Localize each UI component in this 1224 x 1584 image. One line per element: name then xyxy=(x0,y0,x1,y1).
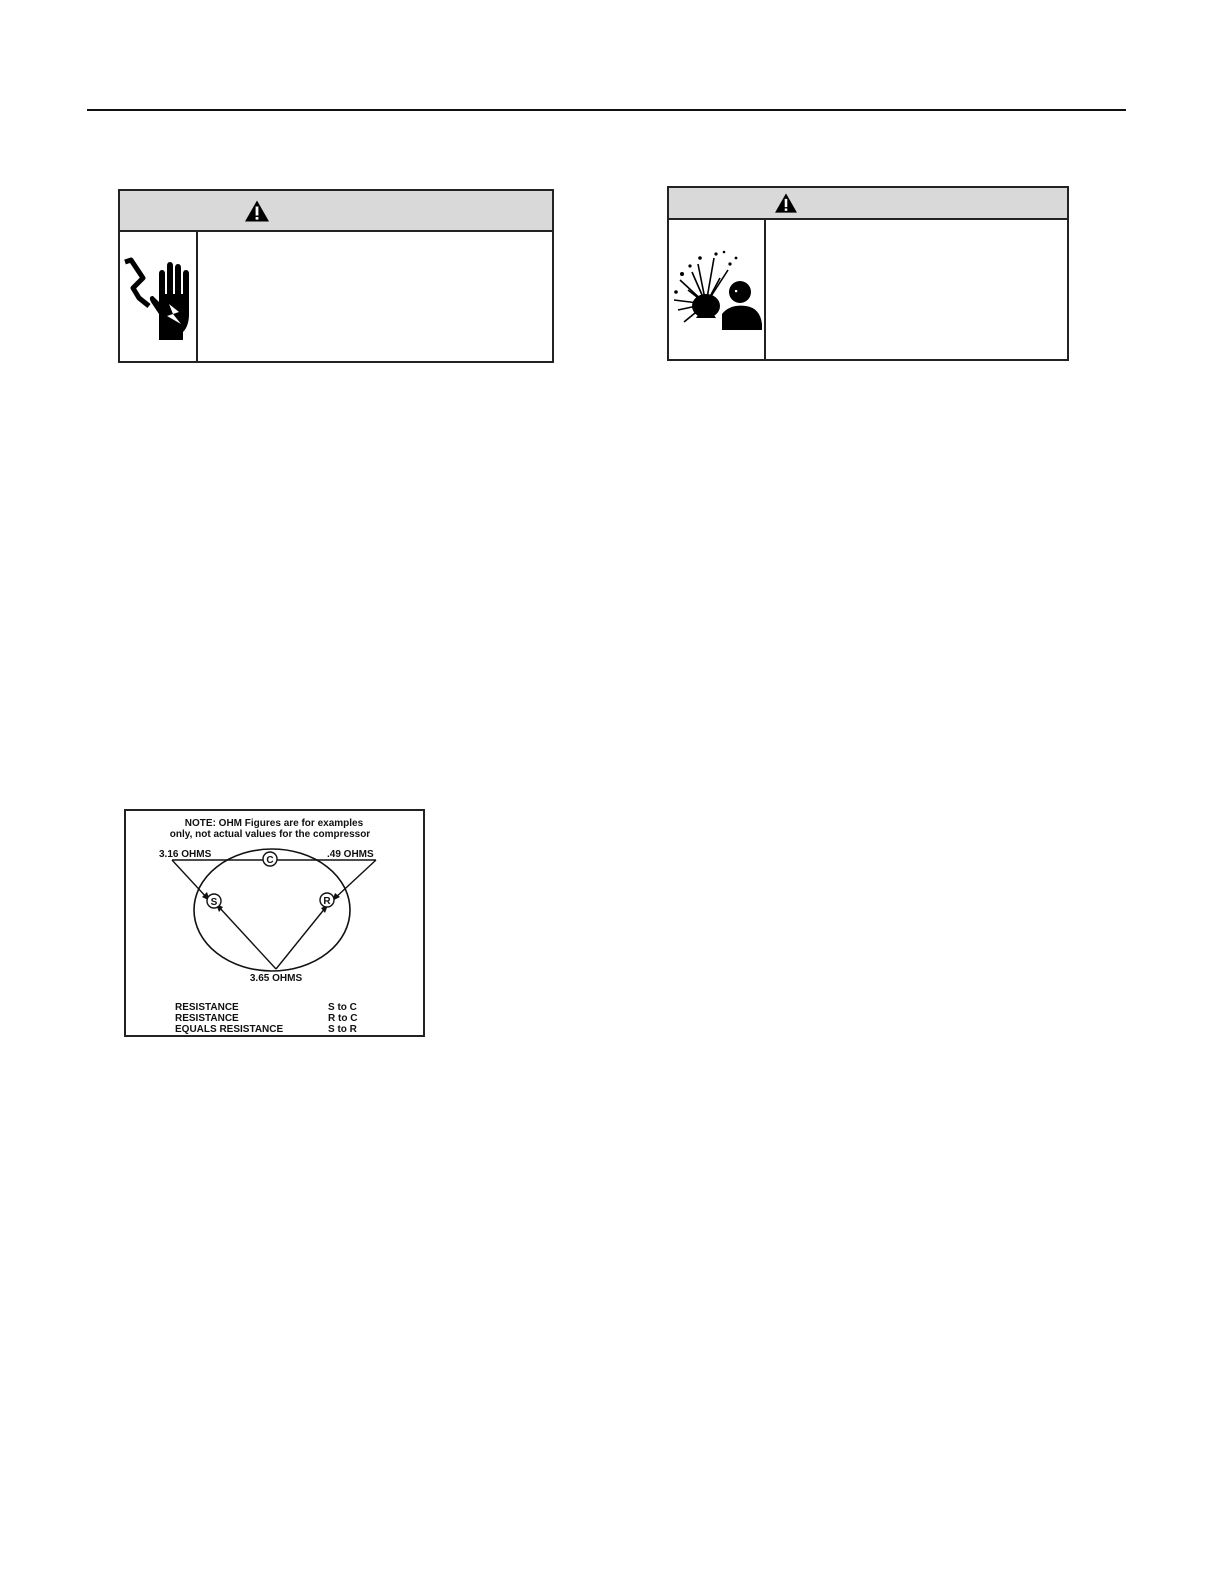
compressor-ohm-figure xyxy=(124,809,425,1037)
terminal-s-label: S xyxy=(210,897,218,908)
figure-note-line2: only, not actual values for the compressor xyxy=(169,829,371,840)
header-rule xyxy=(87,109,1126,111)
terminal-r-label: R xyxy=(323,896,331,907)
electric-shock-hand-icon xyxy=(121,252,195,342)
left-reading: 3.16 OHMS xyxy=(159,849,212,860)
right-reading: .49 OHMS xyxy=(327,849,374,860)
bottom-reading: 3.65 OHMS xyxy=(249,973,303,984)
legend-value-1: S to C xyxy=(328,1002,357,1013)
warning-triangle-icon xyxy=(774,193,798,214)
legend-label-1: RESISTANCE xyxy=(175,1002,239,1013)
explosion-hazard-warning-box xyxy=(667,186,1069,361)
compressor-outline xyxy=(194,849,350,971)
warning-triangle-icon xyxy=(244,199,270,222)
electrical-shock-warning-box xyxy=(118,189,554,363)
legend-value-3: S to R xyxy=(328,1024,357,1035)
legend-label-3: EQUALS RESISTANCE xyxy=(175,1024,284,1035)
terminal-c-label: C xyxy=(266,855,274,866)
explosion-hazard-icon xyxy=(670,244,764,336)
warning-header xyxy=(669,188,1067,220)
legend-value-2: R to C xyxy=(328,1013,358,1024)
warning-header xyxy=(120,191,552,232)
legend-label-2: RESISTANCE xyxy=(175,1013,239,1024)
pictogram-cell xyxy=(669,220,766,359)
pictogram-cell xyxy=(120,232,198,361)
figure-note-line1: NOTE: OHM Figures are for examples xyxy=(184,818,364,829)
